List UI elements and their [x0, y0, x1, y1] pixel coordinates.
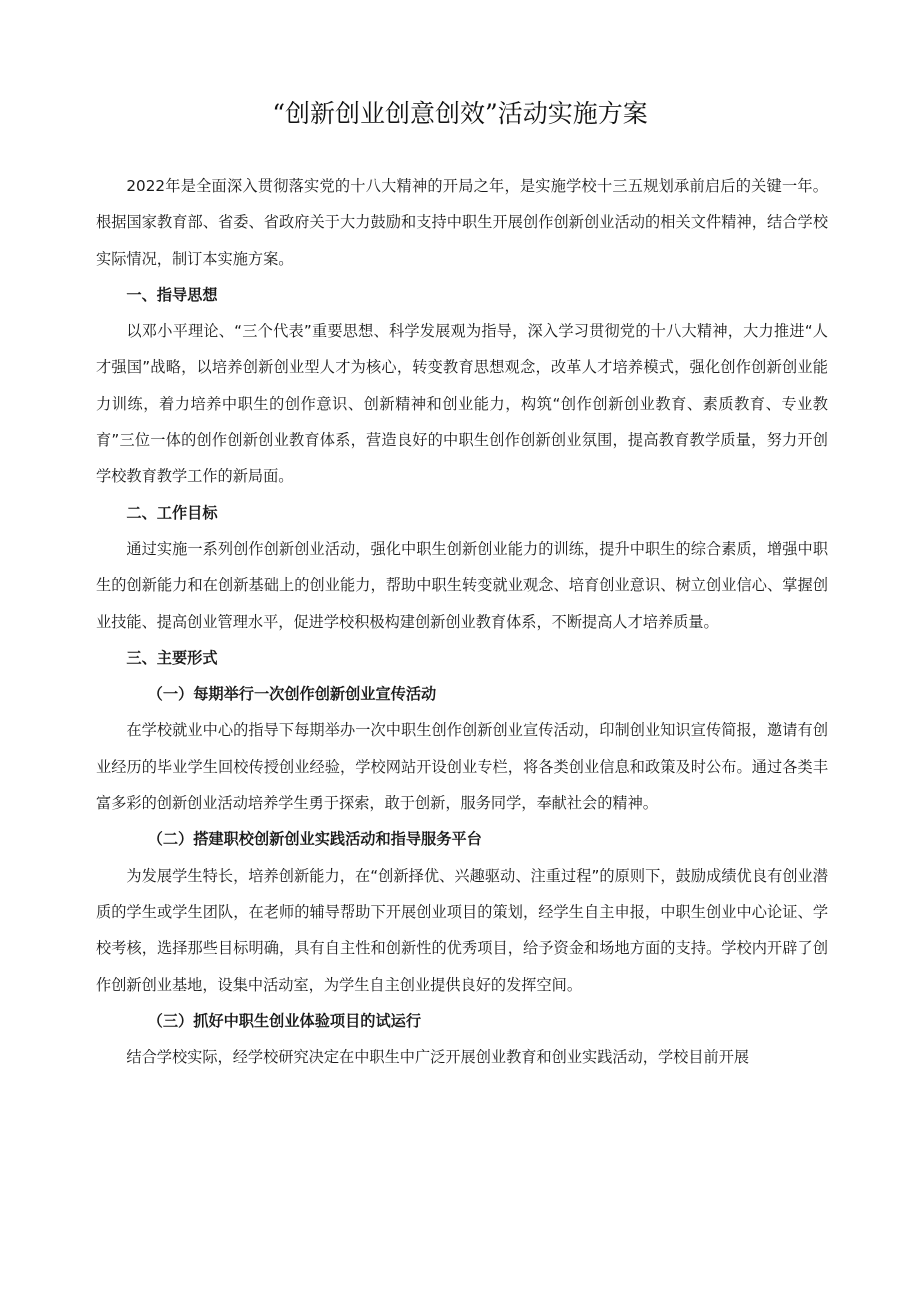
guiding-ideology-paragraph: 以邓小平理论、“三个代表”重要思想、科学发展观为指导，深入学习贯彻党的十八大精神，大力推进“人才强国”战略，以培养创新创业型人才为核心，转变教育思想观念，改革人才培养模式，强化创作创新创业能力训练，着力培养中职生的创作意识、创新精神和创业能力，构筑“创作创新创业教育、素质教育、专业教育”三位一体的创作创新创业教育体系，营造良好的中职生创作创新创业氛围，提高教育教学质量，努力开创学校教育教学工作的新局面。 — [96, 322, 828, 486]
document-body — [96, 168, 828, 1075]
subsection-heading-1: （一）每期举行一次创作创新创业宣传活动 — [147, 685, 437, 704]
subsection-2-paragraph: 为发展学生特长，培养创新能力，在“创新择优、兴趣驱动、注重过程”的原则下，鼓励成绩优良有创业潜质的学生或学生团队，在老师的辅导帮助下开展创业项目的策划，经学生自主申报，中职生创业中心论证、学校考核，选择那些目标明确，具有自主性和创新性的优秀项目，给予资金和场地方面的支持。学校内开辟了创作创新创业基地，设集中活动室，为学生自主创业提供良好的发挥空间。 — [96, 866, 828, 994]
subsection-heading-3: （三）抓好中职生创业体验项目的试运行 — [147, 1011, 422, 1030]
section-heading-main-forms: 三、主要形式 — [126, 648, 218, 667]
work-goals-paragraph: 通过实施一系列创作创新创业活动，强化中职生创新创业能力的训练，提升中职生的综合素质，增强中职生的创新能力和在创新基础上的创业能力，帮助中职生转变就业观念、培育创业意识、树立创业信心、掌握创业技能、提高创业管理水平，促进学校积极构建创新创业教育体系，不断提高人才培养质量。 — [96, 539, 828, 631]
document-title: “创新创业创意创效”活动实施方案 — [272, 99, 648, 128]
intro-paragraph: 2022年是全面深入贯彻落实党的十八大精神的开局之年，是实施学校十三五规划承前启后的关键一年。根据国家教育部、省委、省政府关于大力鼓励和支持中职生开展创作创新创业活动的相关文件精神，结合学校实际情况，制订本实施方案。 — [96, 177, 828, 268]
section-heading-work-goals: 二、工作目标 — [126, 503, 218, 522]
subsection-heading-2: （二）搭建职校创新创业实践活动和指导服务平台 — [147, 830, 482, 849]
section-heading-guiding-ideology: 一、指导思想 — [126, 285, 218, 304]
subsection-1-paragraph: 在学校就业中心的指导下每期举办一次中职生创作创新创业宣传活动，印制创业知识宣传简报，邀请有创业经历的毕业学生回校传授创业经验，学校网站开设创业专栏，将各类创业信息和政策及时公布。通过各类丰富多彩的创新创业活动培养学生勇于探索，敢于创新，服务同学，奉献社会的精神。 — [96, 721, 828, 813]
subsection-3-paragraph: 结合学校实际，经学校研究决定在中职生中广泛开展创业教育和创业实践活动，学校目前开展 — [126, 1048, 750, 1067]
